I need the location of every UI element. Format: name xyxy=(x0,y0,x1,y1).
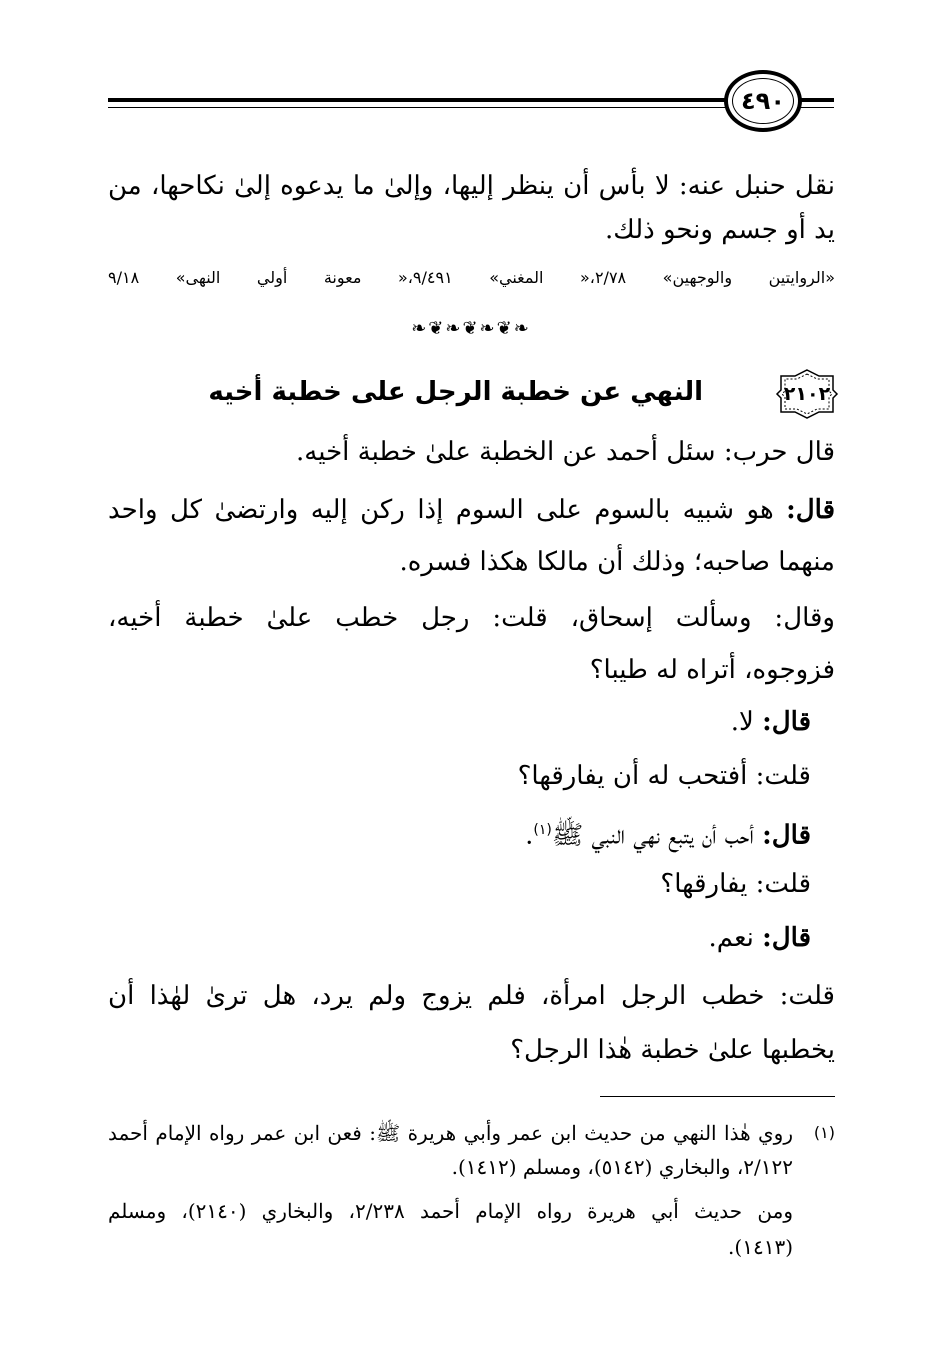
page-number-badge xyxy=(724,70,802,132)
header-rule xyxy=(108,98,726,108)
question-line-4: قلت: يفارقها؟ xyxy=(660,869,811,899)
body-paragraph-2-line-1 xyxy=(108,490,835,530)
footnote-ref-marker: (١) xyxy=(533,822,552,838)
answer-end: . xyxy=(525,820,534,851)
body-paragraph-4-line-1: قلت: خطب الرجل امرأة، فلم يزوج ولم يرد، هل ترىٰ لهٰذا أن xyxy=(108,981,835,1011)
header-rule-right xyxy=(800,98,834,108)
footnote-line-1: روي هٰذا النهي من حديث ابن عمر وأبي هريرة ﷺ: فعن ابن عمر رواه الإمام أحمد xyxy=(108,1121,793,1145)
footnote-rule xyxy=(600,1096,835,1097)
body-paragraph-4-line-2: يخطبها علىٰ خطبة هٰذا الرجل؟ xyxy=(510,1035,835,1065)
intro-references: «الروايتين والوجهين» ٢/٧٨،« المغني» ٩/٤٩١،« معونة أولي النهى» ٩/١٨ xyxy=(108,268,835,287)
qal-label: قال: xyxy=(762,923,811,953)
footnote-line-4: (١٤١٣). xyxy=(728,1235,793,1259)
answer-line-3 xyxy=(525,810,811,856)
answer-text: نعم. xyxy=(708,923,754,953)
qal-label: قال: xyxy=(786,495,835,525)
question-line-2: قلت: أفتحب له أن يفارقها؟ xyxy=(517,761,811,791)
intro-line-1: نقل حنبل عنه: لا بأس أن ينظر إليها، وإلىٰ ما يدعوه إلىٰ نكاحها، من xyxy=(108,171,835,201)
section-number: ٢١٠٢ xyxy=(783,383,831,405)
ornament-divider: ❧❦❧❦❧❦❧ xyxy=(411,317,531,339)
footnote-line-3: ومن حديث أبي هريرة رواه الإمام أحمد ٢/٢٣٨، والبخاري (٢١٤٠)، ومسلم xyxy=(108,1199,793,1223)
answer-text: لا. xyxy=(730,707,754,737)
body-paragraph-3-line-1: وقال: وسألت إسحاق، قلت: رجل خطب علىٰ خطبة أخيه، xyxy=(108,603,835,633)
qal-label: قال: xyxy=(762,707,811,737)
answer-line-5 xyxy=(709,918,811,958)
footnote-line-2: ٢/١٢٢، والبخاري (٥١٤٢)، ومسلم (١٤١٢). xyxy=(451,1155,793,1179)
section-title: النهي عن خطبة الرجل على خطبة أخيه xyxy=(208,377,703,407)
body-paragraph-2-line-2: منهما صاحبه؛ وذلك أن مالكا هكذا فسره. xyxy=(399,547,835,577)
footnote-marker: (١) xyxy=(813,1123,835,1142)
page-number: ٤٩٠ xyxy=(741,87,785,115)
answer-line-1 xyxy=(731,702,811,742)
paragraph-2-text: هو شبيه بالسوم على السوم إذا ركن إليه وارتضىٰ كل واحد xyxy=(108,495,774,525)
intro-line-2: يد أو جسم ونحو ذلك. xyxy=(605,215,835,245)
qal-label: قال: xyxy=(762,820,811,851)
section-number-badge xyxy=(775,368,839,420)
answer-text: أحب أن يتبع نهي النبي ﷺ xyxy=(551,820,754,851)
body-paragraph-1: قال حرب: سئل أحمد عن الخطبة علىٰ خطبة أخيه. xyxy=(296,437,835,467)
body-paragraph-3-line-2: فزوجوه، أتراه له طيبا؟ xyxy=(589,655,835,685)
